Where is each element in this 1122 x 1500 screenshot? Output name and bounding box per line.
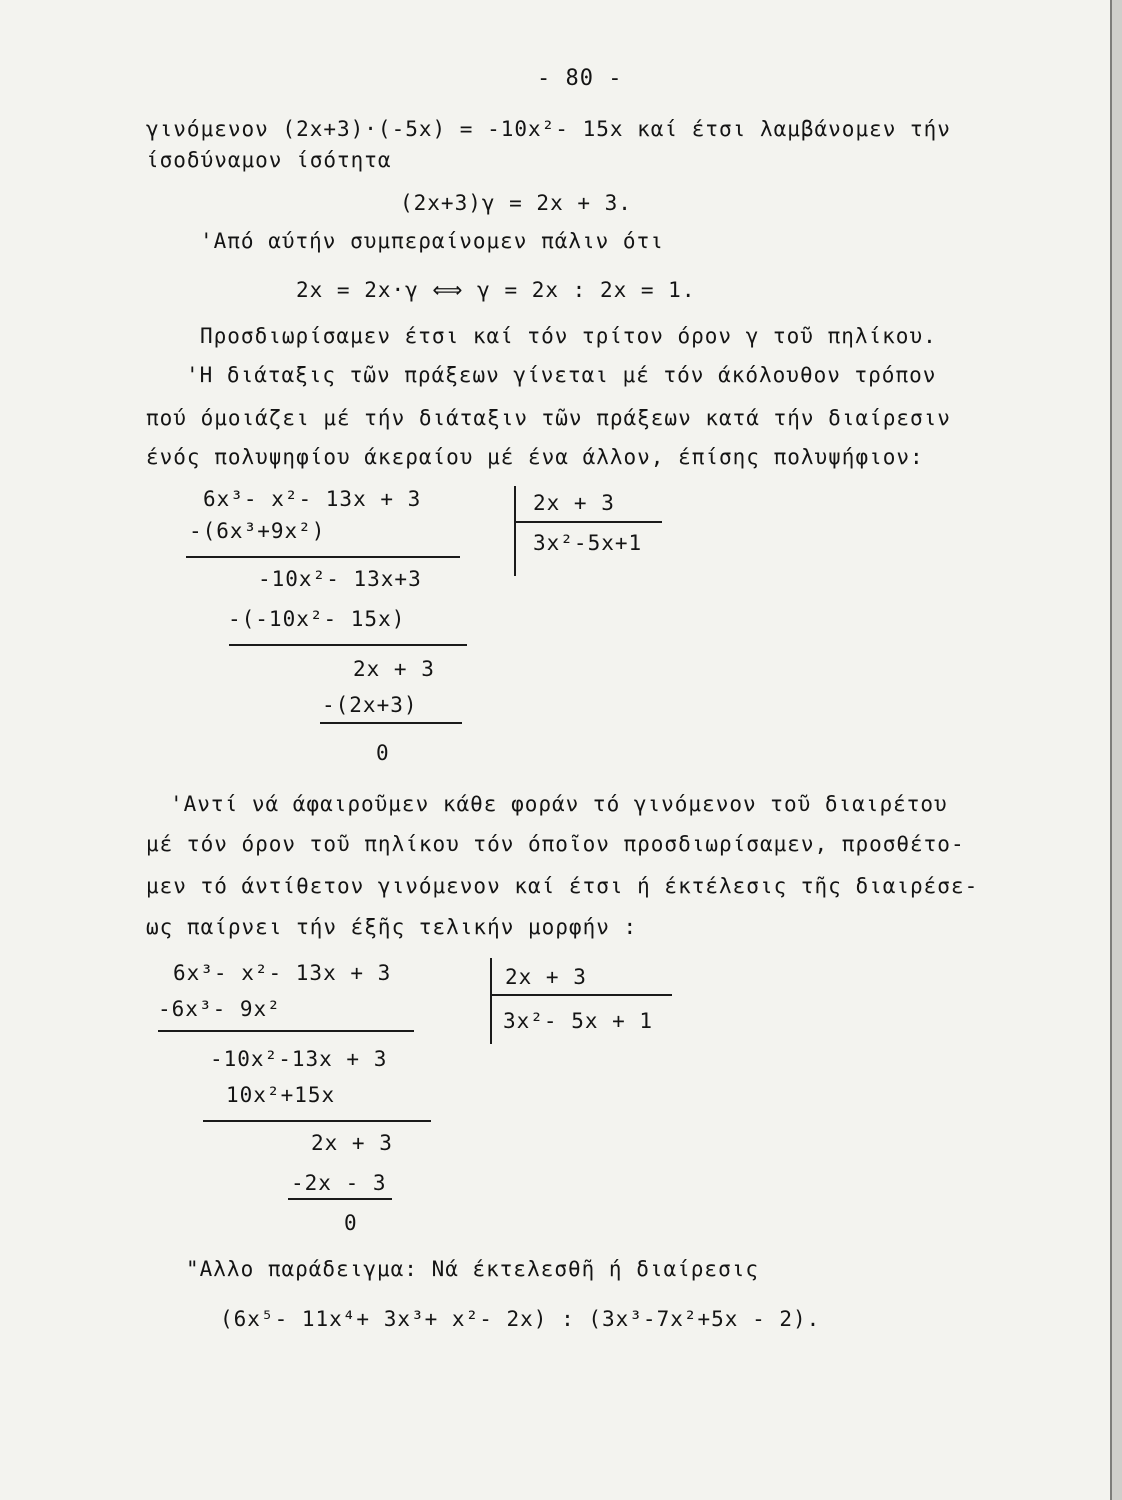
quotient: 3x²- 5x + 1 xyxy=(503,1009,654,1033)
text-line: 'Αντί νά άφαιροῦμεν κάθε φοράν τό γινόμενον τοῦ διαιρέτου xyxy=(170,792,948,816)
text-line: 'Από αύτήν συμπεραίνομεν πάλιν ότι xyxy=(200,229,664,253)
division-bar xyxy=(490,958,492,1044)
text-line: μέ τόν όρον τοῦ πηλίκου τόν όποῖον προσδιωρίσαμεν, προσθέτο- xyxy=(146,832,965,856)
remainder: 0 xyxy=(376,741,390,765)
divisor: 2x + 3 xyxy=(505,965,587,989)
text-line: γινόμενον (2x+3)·(-5x) = -10x²- 15x καί έτσι λαμβάνομεν τήν xyxy=(146,117,951,141)
remainder: -10x²-13x + 3 xyxy=(210,1047,388,1071)
page-number: - 80 - xyxy=(537,66,623,91)
text-line: ίσοδύναμον ίσότητα xyxy=(146,148,392,172)
subtraction: -6x³- 9x² xyxy=(158,997,281,1021)
quotient: 3x²-5x+1 xyxy=(533,531,643,555)
addend: 10x²+15x xyxy=(226,1083,336,1107)
dividend: 6x³- x²- 13x + 3 xyxy=(173,961,392,985)
divisor-rule xyxy=(492,994,672,996)
page-edge xyxy=(1110,0,1122,1500)
addend: -2x - 3 xyxy=(291,1171,387,1195)
equation: 2x = 2x·γ ⟺ γ = 2x : 2x = 1. xyxy=(296,278,696,302)
remainder: -10x²- 13x+3 xyxy=(258,567,422,591)
text-line: ως παίρνει τήν έξῆς τελικήν μορφήν : xyxy=(146,915,638,939)
dividend: 6x³- x²- 13x + 3 xyxy=(203,487,422,511)
division-bar xyxy=(514,486,516,576)
rule xyxy=(158,1030,414,1032)
subtraction: -(-10x²- 15x) xyxy=(228,607,406,631)
remainder: 2x + 3 xyxy=(311,1131,393,1155)
divisor: 2x + 3 xyxy=(533,491,615,515)
remainder: 0 xyxy=(344,1211,358,1235)
divisor-rule xyxy=(516,521,662,523)
equation: (6x⁵- 11x⁴+ 3x³+ x²- 2x) : (3x³-7x²+5x - 2). xyxy=(220,1307,821,1331)
text-line: "Αλλο παράδειγμα: Νά έκτελεσθῆ ή διαίρεσις xyxy=(186,1257,760,1281)
rule xyxy=(229,644,467,646)
subtraction: -(6x³+9x²) xyxy=(189,519,326,543)
remainder: 2x + 3 xyxy=(353,657,435,681)
rule xyxy=(186,556,460,558)
text-line: μεν τό άντίθετον γινόμενον καί έτσι ή έκτέλεσις τῆς διαιρέσε- xyxy=(146,874,979,898)
rule xyxy=(288,1198,392,1200)
text-line: ένός πολυψηφίου άκεραίου μέ ένα άλλον, έπίσης πολυψήφιον: xyxy=(146,445,924,469)
text-line: Προσδιωρίσαμεν έτσι καί τόν τρίτον όρον γ τοῦ πηλίκου. xyxy=(200,324,937,348)
rule xyxy=(203,1120,431,1122)
text-line: 'Η διάταξις τῶν πράξεων γίνεται μέ τόν άκόλουθον τρόπον xyxy=(186,363,937,387)
subtraction: -(2x+3) xyxy=(322,693,418,717)
text-line: πού όμοιάζει μέ τήν διάταξιν τῶν πράξεων κατά τήν διαίρεσιν xyxy=(146,406,951,430)
equation: (2x+3)γ = 2x + 3. xyxy=(400,191,632,215)
rule xyxy=(320,722,462,724)
